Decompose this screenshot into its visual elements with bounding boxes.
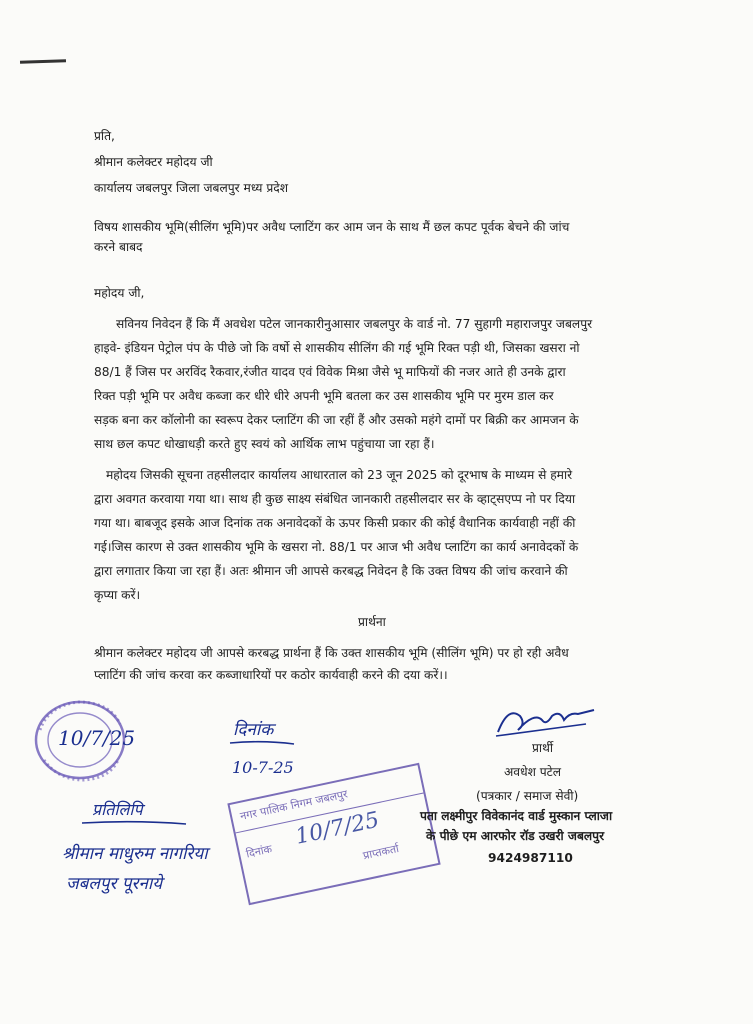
handwritten-copy-label: प्रतिलिपि xyxy=(92,800,143,819)
round-stamp-left xyxy=(18,690,138,790)
paragraph-1 xyxy=(94,312,694,456)
receipt-stamp xyxy=(227,763,440,905)
greeting: महोदय जी, xyxy=(94,286,145,300)
prayer-line: श्रीमान कलेक्टर महोदय जी आपसे करबद्ध प्रार्थना हैं कि उक्त शासकीय भूमि (सीलिंग भूमि) पर हो रही अवैध xyxy=(94,646,569,660)
paragraph-1-line: हाइवे- इंडियन पेट्रोल पंप के पीछे जो कि वर्षो से शासकीय सीलिंग की गई भूमि रिक्त पड़ी थी, जिसका खसरा नो xyxy=(94,341,580,355)
applicant-role: (पत्रकार / समाज सेवी) xyxy=(476,789,579,803)
subject-line-2: करने बाबद xyxy=(94,240,143,254)
paragraph-2 xyxy=(94,463,694,607)
paragraph-2-line: कृप्या करें। xyxy=(94,588,141,602)
corner-pen-mark xyxy=(20,59,66,64)
handwritten-date-label: दिनांक xyxy=(233,720,274,740)
stamp-center-date: 10/7/25 xyxy=(293,807,382,850)
paragraph-1-line: रिक्त पड़ी भूमि पर अवैध कब्जा कर धीरे धीरे अपनी भूमि बतला कर उस शासकीय भूमि पर मुरम डाल कर xyxy=(94,389,554,403)
handwritten-copy-line-1: श्रीमान माधुरुम नागरिया xyxy=(62,844,208,864)
paragraph-1-line: साथ छल कपट धोखाधड़ी करते हुए स्वयं को आर्थिक लाभ पहुंचाया जा रहा हैं। xyxy=(94,437,435,451)
paragraph-2-line: द्वारा लगातार किया जा रहा हैं। अतः श्रीमान जी आपसे करबद्ध निवेदन है कि उक्त विषय की जांच करवाने की xyxy=(94,564,568,578)
subject-line-1: विषय शासकीय भूमि(सीलिंग भूमि)पर अवैध प्लाटिंग कर आम जन के साथ मैं छल कपट पूर्वक बेचने की जांच xyxy=(94,220,570,234)
salutation-to: प्रति, xyxy=(94,129,115,143)
handwritten-date-value: 10-7-25 xyxy=(232,758,294,777)
prayer-body xyxy=(94,642,694,686)
applicant-label: प्रार्थी xyxy=(532,741,554,755)
paragraph-2-line: द्वारा अवगत करवाया गया था। साथ ही कुछ साक्ष्य संबंधित जानकारी तहसीलदार सर के व्हाट्सएप्प नो पर दिया xyxy=(94,492,576,506)
paragraph-2-line: महोदय जिसकी सूचना तहसीलदार कार्यालय आधारताल को 23 जून 2025 को दूरभाष के माध्यम से हमारे xyxy=(106,468,573,482)
handwritten-copy-line-2: जबलपुर पूरनाये xyxy=(66,874,163,894)
prayer-line: प्लाटिंग की जांच करवा कर कब्जाधारियों पर कठोर कार्यवाही करने की दया करें।। xyxy=(94,668,448,682)
copy-underline xyxy=(80,820,190,826)
paragraph-2-line: गया था। बाबजूद इसके आज दिनांक तक अनावेदकों के ऊपर किसी प्रकार की कोई वैधानिक कार्यवाही नहीं की xyxy=(94,516,576,530)
recipient-line-2: कार्यालय जबलपुर जिला जबलपुर मध्य प्रदेश xyxy=(94,181,289,195)
stamp-left-date: 10/7/25 xyxy=(58,726,136,750)
applicant-signature xyxy=(490,702,600,742)
date-underline xyxy=(228,740,298,746)
prayer-heading: प्रार्थना xyxy=(358,615,386,629)
applicant-address-2: के पीछे एम आरफोर रॉड उखरी जबलपुर xyxy=(426,829,605,843)
paragraph-1-line: सड़क बना कर कॉलोनी का स्वरूप देकर प्लाटिंग की जा रहीं हैं और उसको महंगे दामों पर बिक्री कर आमजन के xyxy=(94,413,579,427)
paragraph-1-line: सविनय निवेदन हैं कि मैं अवधेश पटेल जानकारीनुआसार जबलपुर के वार्ड नो. 77 सुहागी महाराजपुर जबलपुर xyxy=(116,317,593,331)
stamp-top-text: नगर पालिक निगम जबलपुर xyxy=(238,787,349,823)
applicant-phone: 9424987110 xyxy=(488,851,573,865)
paragraph-2-line: गई।जिस कारण से उक्त शासकीय भूमि के खसरा नो. 88/1 पर आज भी अवैध प्लाटिंग का कार्य अनावेदकों के xyxy=(94,540,579,554)
stamp-bottom-text: प्राप्तकर्ता xyxy=(361,841,401,863)
applicant-name: अवधेश पटेल xyxy=(504,765,562,779)
stamp-side-text: दिनांक xyxy=(244,842,274,861)
paragraph-1-line: 88/1 हैं जिस पर अरविंद रैकवार,रंजीत यादव एवं विवेक मिश्रा जैसे भू माफियों की नजर आते ही उनके द्वारा xyxy=(94,365,566,379)
recipient-line-1: श्रीमान कलेक्टर महोदय जी xyxy=(94,155,213,169)
applicant-address-1: पता लक्ष्मीपुर विवेकानंद वार्ड मुस्कान प्लाजा xyxy=(420,809,613,823)
